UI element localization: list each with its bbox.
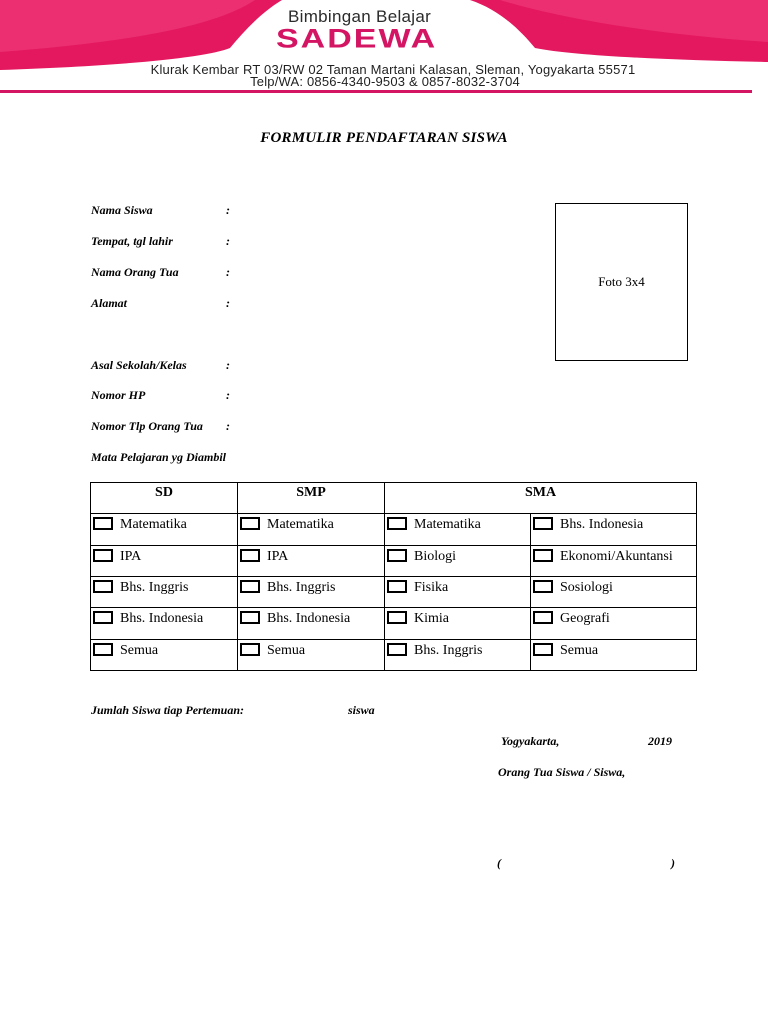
brand-subtitle: Bimbingan Belajar: [288, 7, 432, 26]
subject-label: Bhs. Indonesia: [560, 517, 644, 533]
field-label-nama-orang-tua: Nama Orang Tua: [91, 265, 179, 279]
header-smp: SMP: [238, 483, 385, 514]
students-count-unit: siswa: [348, 703, 375, 717]
subject-label: Kimia: [414, 611, 449, 627]
table-row: [91, 608, 697, 639]
header-address: Klurak Kembar RT 03/RW 02 Taman Martani Kalasan, Sleman, Yogyakarta 55571: [150, 62, 636, 77]
checkbox[interactable]: [240, 643, 260, 656]
brand-logo-text: SADEWA: [276, 24, 438, 54]
form-title: FORMULIR PENDAFTARAN SISWA: [260, 130, 508, 146]
subject-label: Semua: [267, 642, 306, 658]
subject-cell: [238, 608, 385, 639]
checkbox[interactable]: [240, 580, 260, 593]
subject-cell: [238, 545, 385, 576]
signer-title: Orang Tua Siswa / Siswa,: [498, 765, 626, 779]
subject-label: Semua: [120, 642, 159, 658]
header-sd: SD: [91, 483, 238, 514]
field-label-alamat: Alamat: [91, 296, 128, 310]
checkbox[interactable]: [240, 549, 260, 562]
signature-paren-close: ): [671, 856, 675, 870]
subject-cell: [531, 639, 697, 670]
checkbox[interactable]: [93, 580, 113, 593]
subject-cell: [238, 514, 385, 545]
checkbox[interactable]: [93, 549, 113, 562]
checkbox[interactable]: [93, 611, 113, 624]
field-colon: :: [226, 203, 230, 217]
subject-cell: [385, 514, 531, 545]
field-colon: :: [226, 265, 230, 279]
subject-cell: [385, 639, 531, 670]
checkbox[interactable]: [93, 643, 113, 656]
checkbox[interactable]: [533, 611, 553, 624]
checkbox[interactable]: [533, 580, 553, 593]
field-label-tempat-tgl-lahir: Tempat, tgl lahir: [91, 234, 173, 248]
checkbox[interactable]: [387, 580, 407, 593]
subject-label: Bhs. Indonesia: [120, 611, 204, 627]
field-label-asal-sekolah: Asal Sekolah/Kelas: [91, 358, 187, 372]
header-contact: Telp/WA: 0856-4340-9503 & 0857-8032-3704: [250, 74, 520, 89]
subject-cell: [238, 639, 385, 670]
subject-cell: [385, 608, 531, 639]
table-row: [91, 545, 697, 576]
subject-label: Bhs. Inggris: [267, 579, 336, 595]
table-row: [91, 639, 697, 670]
subject-cell: [531, 576, 697, 607]
subject-cell: [385, 545, 531, 576]
field-colon: :: [226, 234, 230, 248]
subject-label: Sosiologi: [560, 579, 613, 595]
checkbox[interactable]: [93, 517, 113, 530]
checkbox[interactable]: [387, 643, 407, 656]
subject-cell: [91, 608, 238, 639]
header-divider: [0, 90, 752, 93]
subject-cell: [385, 576, 531, 607]
signature-paren-open: (: [497, 856, 501, 870]
subject-label: Matematika: [267, 517, 334, 533]
checkbox[interactable]: [387, 517, 407, 530]
checkbox[interactable]: [533, 643, 553, 656]
subject-label: Bhs. Inggris: [120, 579, 189, 595]
photo-placeholder: [555, 203, 688, 361]
checkbox[interactable]: [387, 549, 407, 562]
subject-label: Geografi: [560, 611, 610, 627]
subject-cell: [91, 639, 238, 670]
checkbox[interactable]: [240, 517, 260, 530]
photo-label: Foto 3x4: [598, 274, 645, 289]
subject-label: Fisika: [414, 579, 449, 595]
subject-label: IPA: [120, 548, 142, 564]
subjects-table: [90, 482, 697, 671]
subject-label: Matematika: [414, 517, 481, 533]
signature-place: Yogyakarta,: [501, 734, 560, 748]
signature-year: 2019: [648, 734, 672, 748]
subjects-label: Mata Pelajaran yg Diambil: [91, 450, 226, 464]
subject-cell: [238, 576, 385, 607]
subject-label: IPA: [267, 548, 289, 564]
subject-label: Ekonomi/Akuntansi: [560, 548, 673, 564]
students-count-label: Jumlah Siswa tiap Pertemuan:: [91, 703, 245, 717]
subject-cell: [531, 545, 697, 576]
subject-label: Bhs. Indonesia: [267, 611, 351, 627]
subject-cell: [91, 576, 238, 607]
table-row: [91, 514, 697, 545]
subject-label: Biologi: [414, 548, 457, 564]
field-colon: :: [226, 388, 230, 402]
field-label-nama-siswa: Nama Siswa: [91, 203, 153, 217]
subject-label: Matematika: [120, 517, 187, 533]
subject-label: Bhs. Inggris: [414, 642, 483, 658]
checkbox[interactable]: [533, 517, 553, 530]
subject-cell: [91, 514, 238, 545]
subject-cell: [531, 514, 697, 545]
subject-cell: [531, 608, 697, 639]
table-row: [91, 576, 697, 607]
checkbox[interactable]: [533, 549, 553, 562]
header-sma: SMA: [385, 483, 697, 514]
field-colon: :: [226, 358, 230, 372]
field-colon: :: [226, 419, 230, 433]
field-colon: :: [226, 296, 230, 310]
checkbox[interactable]: [240, 611, 260, 624]
field-label-nomor-hp: Nomor HP: [91, 388, 146, 402]
subject-label: Semua: [560, 642, 599, 658]
subject-cell: [91, 545, 238, 576]
table-header-row: [91, 483, 697, 514]
field-label-nomor-tlp-orang-tua: Nomor Tlp Orang Tua: [91, 419, 203, 433]
checkbox[interactable]: [387, 611, 407, 624]
